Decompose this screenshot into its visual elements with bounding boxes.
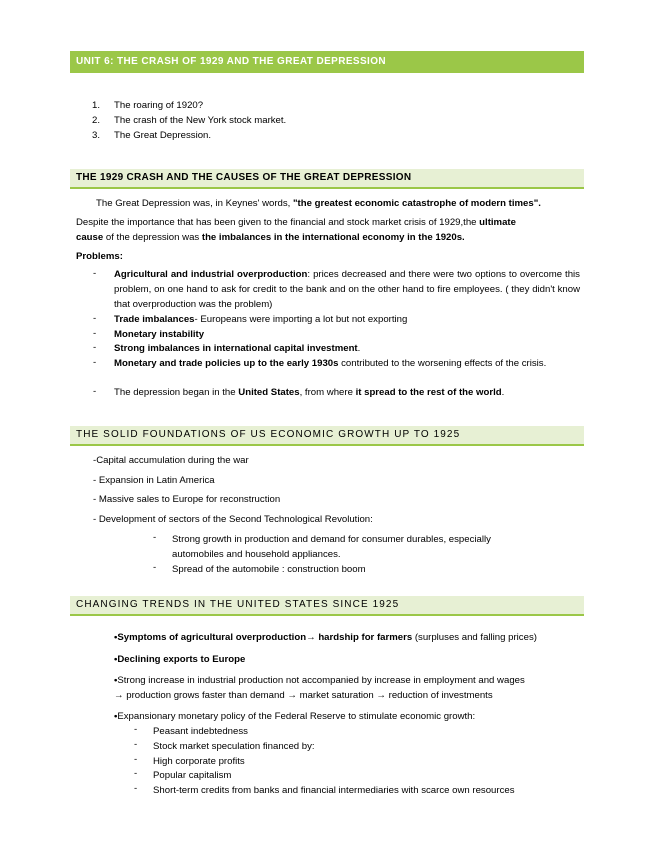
problem-bold: Strong imbalances in international capital investment [114,343,358,354]
trend-text: Strong increase in industrial production not accompanied by increase in employment and wages [117,675,525,686]
outline-item: The Great Depression. [114,130,212,141]
bullet-dash: - [93,342,97,353]
problem-item [114,268,580,312]
trend-subitem: Peasant indebtedness [153,726,248,737]
keynes-quote: "the greatest economic catastrophe of modern times". [293,198,541,209]
cause-bold: the imbalances in the international economy in the 1920s. [201,232,465,243]
trend-bold: Declining exports to Europe [117,654,246,665]
sub-bullet-dash: - [134,754,138,765]
trend-item [114,673,525,688]
problem-bold: Trade imbalances [114,314,195,325]
section-heading-changing-trends: CHANGING TRENDS IN THE UNITED STATES SINCE 1925 [70,596,584,616]
trend-text: Expansionary monetary policy of the Federal Reserve to stimulate economic growth: [117,711,476,722]
cause-bold: cause [76,232,104,243]
trend-bold: Symptoms of agricultural overproduction [117,632,307,643]
cause-text: Despite the importance that has been given to the financial and stock market crisis of 1929,the [76,217,480,228]
cause-paragraph-line1 [76,215,516,230]
problem-bold: Monetary and trade policies up to the early 1930s [114,358,339,369]
trend-item [114,630,537,645]
problem-text: The depression began in the [114,387,239,398]
bullet-dash: - [93,328,97,339]
arrow-right-icon: → [287,690,297,701]
outline-number: 1. [92,100,101,111]
unit-title: UNIT 6: THE CRASH OF 1929 AND THE GREAT DEPRESSION [70,51,584,73]
bullet-dash: - [93,313,97,324]
outline-number: 2. [92,115,101,126]
keynes-text: The Great Depression was, in Keynes' words, [96,198,293,209]
trend-bold: hardship for farmers [315,632,413,643]
arrow-right-icon: → [376,690,386,701]
arrow-right-icon: → [306,632,316,643]
trend-subitem: Popular capitalism [153,770,232,781]
growth-item: - Massive sales to Europe for reconstruction [93,494,281,505]
problem-text: . [501,387,505,398]
growth-item: - Expansion in Latin America [93,475,215,486]
sub-bullet-dash: - [134,724,138,735]
problem-text: : prices decreased and there were two options to overcome this problem, on one hand to ask for credit to the bank and on the other hand to fire employees. ( they didn't know that overproduction was the problem) [114,269,580,310]
trend-subitem: Stock market speculation financed by: [153,741,315,752]
sub-bullet-dash: - [134,739,138,750]
growth-item: -Capital accumulation during the war [93,455,249,466]
sub-bullet-dash: - [134,783,138,794]
outline-item: The roaring of 1920? [114,100,204,111]
problem-text: . [357,343,361,354]
bullet-dash: - [93,268,97,279]
problem-item [114,313,407,328]
trend-subitem: High corporate profits [153,756,245,767]
problem-bold: Agricultural and industrial overproduction [114,269,308,280]
problem-text: , from where [299,387,356,398]
trend-text: reduction of investments [385,690,493,701]
problems-label: Problems: [76,251,123,262]
cause-bold: ultimate [479,217,516,228]
problem-item [114,328,204,343]
growth-subitem-continued: automobiles and household appliances. [172,549,341,560]
growth-subitem: Spread of the automobile : construction boom [172,564,366,575]
problem-bold: Monetary instability [114,329,205,340]
bullet-dot: • [114,632,118,643]
bullet-dot: • [114,675,118,686]
problem-item [114,357,580,372]
sub-bullet-dash: - [153,532,157,543]
bullet-dash: - [93,357,97,368]
bullet-dot: • [114,711,118,722]
problem-text: - Europeans were importing a lot but not exporting [194,314,408,325]
sub-bullet-dash: - [153,562,157,573]
bullet-dash: - [93,386,97,397]
trend-text: (surpluses and falling prices) [412,632,537,643]
trend-text: production grows faster than demand [123,690,288,701]
trend-item [114,709,475,724]
problem-bold: United States [238,387,300,398]
trend-text: market saturation [296,690,377,701]
arrow-right-icon: → [114,690,124,701]
section-heading-crash-causes: THE 1929 CRASH AND THE CAUSES OF THE GREAT DEPRESSION [70,169,584,189]
growth-subitem: Strong growth in production and demand for consumer durables, especially [172,534,491,545]
problem-bold: it spread to the rest of the world [355,387,502,398]
trend-item [114,652,245,667]
trend-item-continued [114,688,493,703]
growth-item: - Development of sectors of the Second Technological Revolution: [93,514,373,525]
bullet-dot: • [114,654,118,665]
trend-subitem: Short-term credits from banks and financial intermediaries with scarce own resources [153,785,515,796]
sub-bullet-dash: - [134,768,138,779]
outline-number: 3. [92,130,101,141]
section-heading-us-growth: THE SOLID FOUNDATIONS OF US ECONOMIC GROWTH UP TO 1925 [70,426,584,446]
problem-item [114,342,360,357]
problem-text: contributed to the worsening effects of the crisis. [338,358,547,369]
keynes-paragraph [96,196,541,211]
cause-text: of the depression was [103,232,202,243]
cause-paragraph-line2 [76,230,465,245]
problem-item [114,386,504,401]
outline-item: The crash of the New York stock market. [114,115,287,126]
